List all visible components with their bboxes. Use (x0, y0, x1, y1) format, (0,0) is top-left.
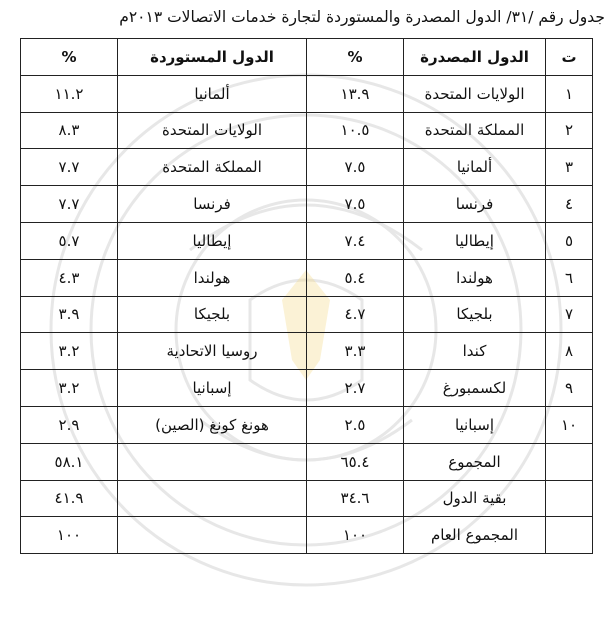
importer-name: المملكة المتحدة (118, 149, 307, 186)
header-index: ت (546, 39, 593, 76)
importer-pct: ٨.٣ (21, 112, 118, 149)
exporter-pct: ٣.٣ (307, 333, 404, 370)
importer-pct: ٤.٣ (21, 259, 118, 296)
exporter-name: ألمانيا (404, 149, 546, 186)
exporter-pct: ٥.٤ (307, 259, 404, 296)
importer-pct: ٧.٧ (21, 186, 118, 223)
importer-name: فرنسا (118, 186, 307, 223)
row-index: ٧ (546, 296, 593, 333)
importer-name: ألمانيا (118, 75, 307, 112)
importer-name: هولندا (118, 259, 307, 296)
rest-row (21, 480, 593, 517)
header-importers: الدول المستوردة (118, 39, 307, 76)
exporter-name: إسبانيا (404, 406, 546, 443)
exporter-pct: ٢.٥ (307, 406, 404, 443)
grand-total-label: المجموع العام (404, 517, 546, 554)
importer-pct: ٣.٩ (21, 296, 118, 333)
importer-name: هونغ كونغ (الصين) (118, 406, 307, 443)
importer-pct: ٢.٩ (21, 406, 118, 443)
total-label: المجموع (404, 443, 546, 480)
table-row (21, 75, 593, 112)
total-exporter-pct: ٦٥.٤ (307, 443, 404, 480)
header-row (21, 39, 593, 76)
row-index: ٣ (546, 149, 593, 186)
row-index-empty (546, 443, 593, 480)
exporter-pct: ٧.٤ (307, 222, 404, 259)
table-row (21, 296, 593, 333)
grand-total-importer-empty (118, 517, 307, 554)
table-row (21, 406, 593, 443)
exporter-pct: ١٣.٩ (307, 75, 404, 112)
exporter-name: لكسمبورغ (404, 370, 546, 407)
exporter-name: المملكة المتحدة (404, 112, 546, 149)
row-index-empty (546, 517, 593, 554)
table-row (21, 259, 593, 296)
importer-pct: ٧.٧ (21, 149, 118, 186)
rest-label: بقية الدول (404, 480, 546, 517)
telecom-trade-table (20, 38, 593, 554)
row-index: ٨ (546, 333, 593, 370)
exporter-name: إيطاليا (404, 222, 546, 259)
importer-name: إسبانيا (118, 370, 307, 407)
row-index: ٤ (546, 186, 593, 223)
table-row (21, 112, 593, 149)
table-row (21, 149, 593, 186)
exporter-name: كندا (404, 333, 546, 370)
importer-name: بلجيكا (118, 296, 307, 333)
rest-importer-empty (118, 480, 307, 517)
importer-pct: ٣.٢ (21, 333, 118, 370)
table-caption: جدول رقم /٣١/ الدول المصدرة والمستوردة لتجارة خدمات الاتصالات ٢٠١٣م (119, 8, 605, 26)
exporter-name: بلجيكا (404, 296, 546, 333)
exporter-pct: ١٠.٥ (307, 112, 404, 149)
importer-pct: ٣.٢ (21, 370, 118, 407)
importer-name: روسيا الاتحادية (118, 333, 307, 370)
rest-importer-pct: ٤١.٩ (21, 480, 118, 517)
header-importers-pct: % (21, 39, 118, 76)
exporter-name: هولندا (404, 259, 546, 296)
table-row (21, 186, 593, 223)
exporter-pct: ٢.٧ (307, 370, 404, 407)
row-index-empty (546, 480, 593, 517)
table-row (21, 222, 593, 259)
importer-pct: ٥.٧ (21, 222, 118, 259)
rest-exporter-pct: ٣٤.٦ (307, 480, 404, 517)
exporter-name: الولايات المتحدة (404, 75, 546, 112)
total-importer-empty (118, 443, 307, 480)
row-index: ١ (546, 75, 593, 112)
grand-total-exporter-pct: ١٠٠ (307, 517, 404, 554)
exporter-pct: ٧.٥ (307, 186, 404, 223)
row-index: ٩ (546, 370, 593, 407)
exporter-pct: ٧.٥ (307, 149, 404, 186)
total-importer-pct: ٥٨.١ (21, 443, 118, 480)
importer-name: إيطاليا (118, 222, 307, 259)
row-index: ٢ (546, 112, 593, 149)
row-index: ٦ (546, 259, 593, 296)
total-row (21, 443, 593, 480)
header-exporters: الدول المصدرة (404, 39, 546, 76)
exporter-name: فرنسا (404, 186, 546, 223)
grand-total-importer-pct: ١٠٠ (21, 517, 118, 554)
importer-name: الولايات المتحدة (118, 112, 307, 149)
exporter-pct: ٤.٧ (307, 296, 404, 333)
row-index: ١٠ (546, 406, 593, 443)
importer-pct: ١١.٢ (21, 75, 118, 112)
header-exporters-pct: % (307, 39, 404, 76)
table-row (21, 370, 593, 407)
table-row (21, 333, 593, 370)
row-index: ٥ (546, 222, 593, 259)
grand-total-row (21, 517, 593, 554)
